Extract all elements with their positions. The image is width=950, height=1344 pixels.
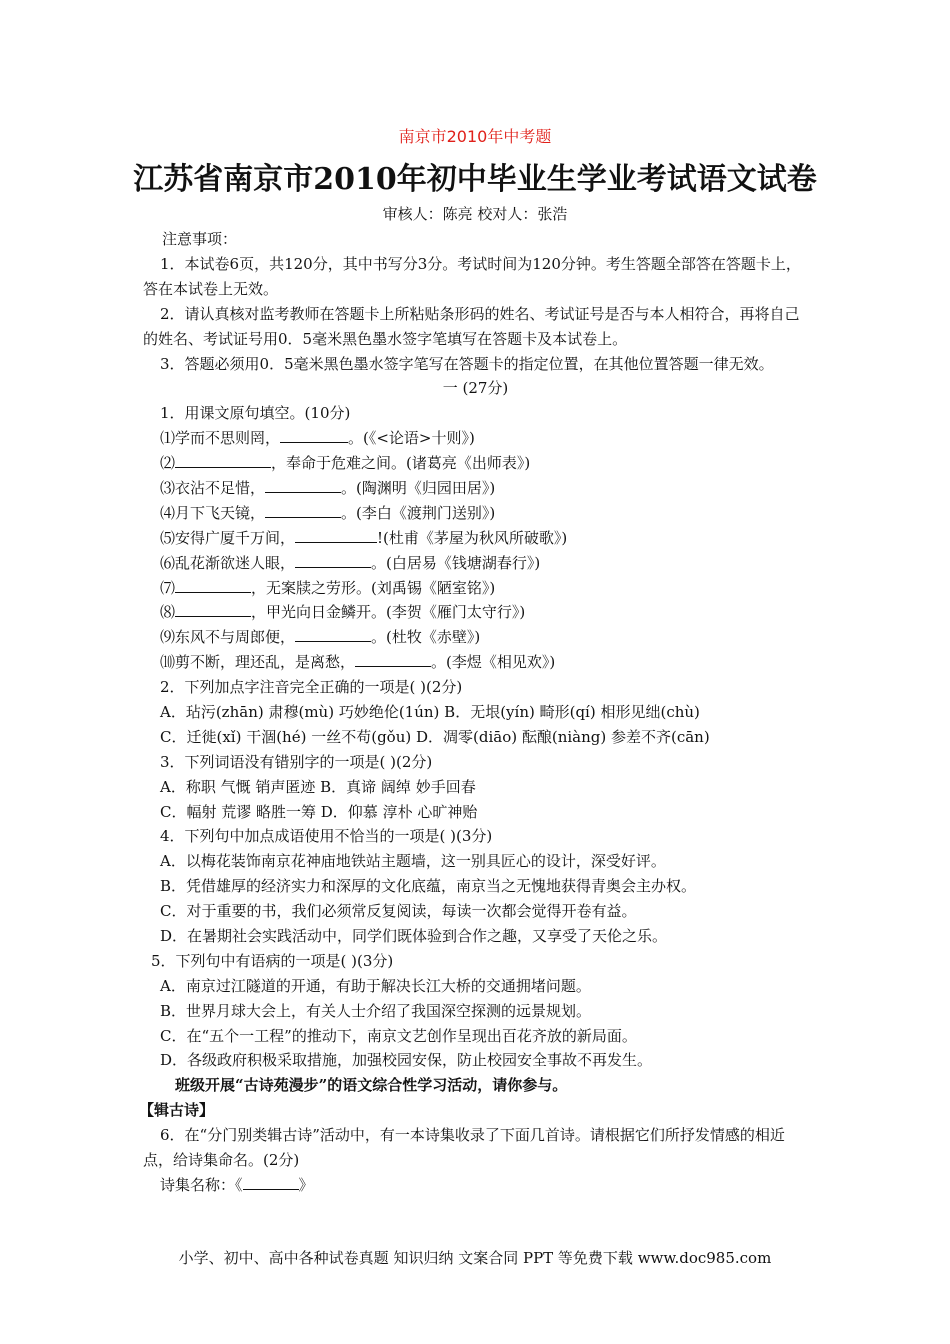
question-5-option-b: B．世界月球大会上，有关人士介绍了我国深空探测的远景规划。	[160, 1001, 592, 1020]
question-6-answer: 诗集名称：《 》	[160, 1175, 314, 1194]
page-footer: 小学、初中、高中各种试卷真题 知识归纳 文案合同 PPT 等免费下载 www.doc985.com	[178, 1249, 772, 1267]
question-2-stem: 2．下列加点字注音完全正确的一项是( )(2分)	[160, 678, 463, 697]
question-1-item: ⑵ ，奉命于危难之间。(诸葛亮《出师表》)	[160, 454, 531, 473]
page-title-red: 南京市2010年中考题	[398, 127, 552, 146]
question-3-options-ab: A．称职 气慨 销声匿迹 B．真谛 阔绰 妙手回春	[160, 777, 476, 796]
question-5-option-c: C．在“五个一工程”的推动下，南京文艺创作呈现出百花齐放的新局面。	[160, 1026, 637, 1045]
question-3-stem: 3．下列词语没有错别字的一项是( )(2分)	[160, 752, 433, 771]
answer-blank	[243, 1174, 299, 1190]
answer-blank	[175, 452, 271, 468]
notice-item-1: 1．本试卷6页，共120分，其中书写分3分。考试时间为120分钟。考生答题全部答在答题卡上，答在本试卷上无效。	[143, 254, 801, 298]
answer-blank	[295, 527, 377, 543]
question-1-item: ⑺ ，无案牍之劳形。(刘禹锡《陋室铭》)	[160, 578, 496, 597]
question-1-item: ⑽剪不断，理还乱，是离愁， 。(李煜《相见欢》)	[160, 653, 556, 672]
question-5-option-d: D．各级政府积极采取措施，加强校园安保，防止校园安全事故不再发生。	[160, 1051, 653, 1070]
answer-blank	[280, 427, 348, 443]
question-1-item: ⑹乱花渐欲迷人眼， 。(白居易《钱塘湖春行》)	[160, 553, 541, 572]
notice-item-2: 2．请认真核对监考教师在答题卡上所粘贴条形码的姓名、考试证号是否与本人相符合，再将自己的姓名、考试证号用0．5毫米黑色墨水签字笔填写在答题卡及本试卷上。	[143, 304, 800, 348]
section-tag: 【辑古诗】	[139, 1101, 215, 1120]
page-title: 江苏省南京市2010年初中毕业生学业考试语文试卷	[133, 162, 817, 197]
question-1-item: ⑼东风不与周郎便， 。(杜牧《赤壁》)	[160, 628, 481, 647]
question-4-option-b: B．凭借雄厚的经济实力和深厚的文化底蕴，南京当之无愧地获得青奥会主办权。	[160, 877, 697, 896]
question-4-option-d: D．在暑期社会实践活动中，同学们既体验到合作之趣，又享受了天伦之乐。	[160, 927, 668, 946]
answer-blank	[295, 626, 371, 642]
answer-blank	[355, 651, 431, 667]
question-1-item: ⑴学而不思则罔， 。(《<论语>十则》)	[160, 429, 475, 448]
reviewer-line: 审核人：陈亮 校对人：张浩	[382, 205, 568, 223]
exam-body	[139, 227, 808, 1198]
question-1-item: ⑷月下飞天镜， 。(李白《渡荆门送别》)	[160, 503, 496, 522]
answer-blank	[175, 577, 251, 593]
question-2-options-ab: A．玷污(zhān) 肃穆(mù) 巧妙绝伦(1ún) B．无垠(yín) 畸形(qí) 相形见绌(chù)	[160, 703, 700, 721]
question-1-stem: 1．用课文原句填空。(10分)	[160, 404, 351, 423]
section-heading: 一 (27分)	[442, 379, 509, 398]
question-4-option-a: A．以梅花装饰南京花神庙地铁站主题墙，这一别具匠心的设计，深受好评。	[160, 852, 666, 871]
question-6-stem: 6．在“分门别类辑古诗”活动中，有一本诗集收录了下面几首诗。请根据它们所抒发情感的相近点，给诗集命名。(2分)	[143, 1126, 785, 1170]
question-2-options-cd: C．迁徙(xǐ) 干涸(hé) 一丝不苟(gǒu) D．凋零(diāo) 酝酿(niàng) 参差不齐(cān)	[160, 727, 710, 746]
question-5-stem: 5．下列句中有语病的一项是( )(3分)	[151, 951, 394, 970]
question-5-option-a: A．南京过江隧道的开通，有助于解决长江大桥的交通拥堵问题。	[160, 976, 591, 995]
question-1-item: ⑻ ，甲光向日金鳞开。(李贺《雁门太守行》)	[160, 603, 526, 622]
question-4-stem: 4．下列句中加点成语使用不恰当的一项是( )(3分)	[160, 827, 493, 846]
answer-blank	[175, 601, 251, 617]
notice-item-3: 3．答题必须用0．5毫米黑色墨水签字笔写在答题卡的指定位置，在其他位置答题一律无效。	[160, 354, 774, 373]
question-1-item: ⑶衣沾不足惜， 。(陶渊明《归园田居》)	[160, 478, 496, 497]
question-1-item: ⑸安得广厦千万间， !(杜甫《茅屋为秋风所破歌》)	[160, 528, 568, 547]
question-4-option-c: C．对于重要的书，我们必须常反复阅读，每读一次都会觉得开卷有益。	[160, 902, 637, 921]
answer-blank	[265, 477, 341, 493]
activity-intro: 班级开展“古诗苑漫步”的语文综合性学习活动，请你参与。	[175, 1076, 568, 1095]
answer-blank	[295, 552, 371, 568]
question-3-options-cd: C．幅射 荒谬 略胜一筹 D．仰慕 淳朴 心旷神贻	[160, 802, 478, 821]
answer-blank	[265, 502, 341, 518]
notice-title: 注意事项：	[162, 230, 238, 248]
